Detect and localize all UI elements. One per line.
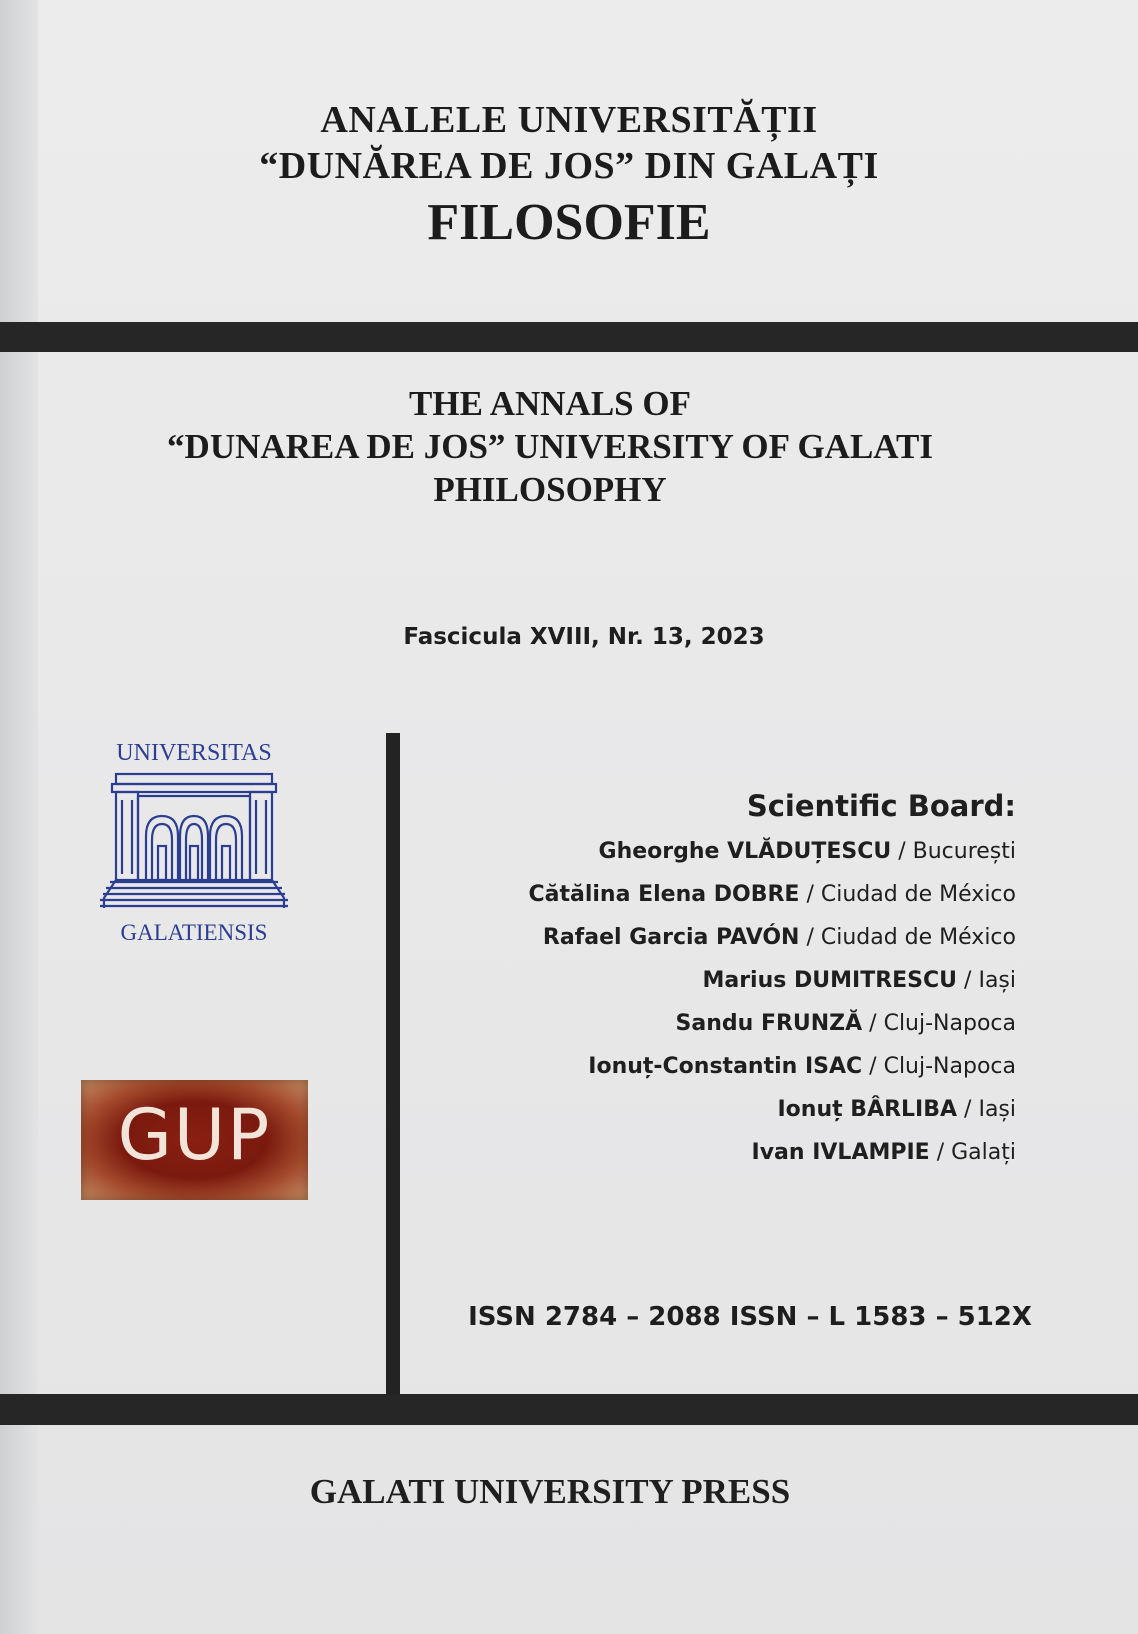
board-member-separator: / [957, 968, 979, 993]
board-member-separator: / [929, 1140, 952, 1165]
board-member-name: Gheorghe VLĂDUȚESCU [598, 839, 892, 864]
vertical-divider-bar [386, 733, 400, 1397]
board-member-city: Galați [951, 1140, 1016, 1165]
board-member-separator: / [957, 1097, 979, 1122]
board-member [420, 873, 1016, 916]
board-member-separator: / [799, 925, 821, 950]
issue-label: Fascicula XVIII, Nr. 13, 2023 [403, 624, 765, 650]
board-member [420, 1002, 1016, 1045]
university-logo-top-text: UNIVERSITAS [116, 740, 272, 766]
university-logo [100, 740, 288, 950]
board-member [420, 1088, 1016, 1131]
board-member-name: Ionuț-Constantin ISAC [588, 1054, 863, 1079]
scientific-board-title: Scientific Board: [746, 789, 1016, 823]
gup-logo-text: GUP [117, 1094, 272, 1176]
board-member [420, 1045, 1016, 1088]
board-member-city: București [912, 839, 1016, 864]
bottom-divider-bar [0, 1394, 1138, 1425]
romanian-title-line-2: “DUNĂREA DE JOS” DIN GALAȚI [259, 145, 879, 187]
board-member-separator: / [799, 882, 821, 907]
university-logo-bottom-text: GALATIENSIS [120, 920, 268, 945]
english-title-line-3: PHILOSOPHY [433, 470, 667, 509]
board-member [420, 916, 1016, 959]
gup-logo [81, 1080, 308, 1200]
board-member-name: Ivan IVLAMPIE [751, 1140, 930, 1165]
english-title-line-2: “DUNAREA DE JOS” UNIVERSITY OF GALATI [167, 427, 933, 466]
board-member-city: Cluj-Napoca [883, 1011, 1016, 1036]
board-member-separator: / [891, 839, 913, 864]
romanian-title-line-3: FILOSOFIE [427, 194, 711, 251]
board-member-name: Cătălina Elena DOBRE [528, 882, 800, 907]
top-divider-bar [0, 322, 1138, 352]
board-member-name: Ionuț BÂRLIBA [777, 1097, 958, 1122]
scientific-board [420, 786, 1016, 1174]
board-member-city: Cluj-Napoca [883, 1054, 1016, 1079]
romanian-title-block [0, 97, 1138, 253]
board-member-city: Iași [978, 968, 1016, 993]
board-member-city: Ciudad de México [820, 882, 1016, 907]
board-member-name: Sandu FRUNZĂ [675, 1011, 863, 1036]
romanian-title-line-1: ANALELE UNIVERSITĂȚII [320, 99, 818, 141]
english-title-line-1: THE ANNALS OF [409, 384, 691, 423]
board-member [420, 1131, 1016, 1174]
board-member-separator: / [862, 1011, 884, 1036]
board-member-name: Marius DUMITRESCU [702, 968, 958, 993]
publisher-name: GALATI UNIVERSITY PRESS [309, 1472, 791, 1511]
board-member-city: Iași [978, 1097, 1016, 1122]
board-member-separator: / [862, 1054, 884, 1079]
board-member [420, 959, 1016, 1002]
english-title-block [0, 382, 1100, 511]
university-building-icon [100, 770, 288, 920]
board-member-city: Ciudad de México [820, 925, 1016, 950]
board-member [420, 830, 1016, 873]
board-member-name: Rafael Garcia PAVÓN [542, 925, 800, 950]
issn-label: ISSN 2784 – 2088 ISSN – L 1583 – 512X [468, 1302, 1032, 1332]
